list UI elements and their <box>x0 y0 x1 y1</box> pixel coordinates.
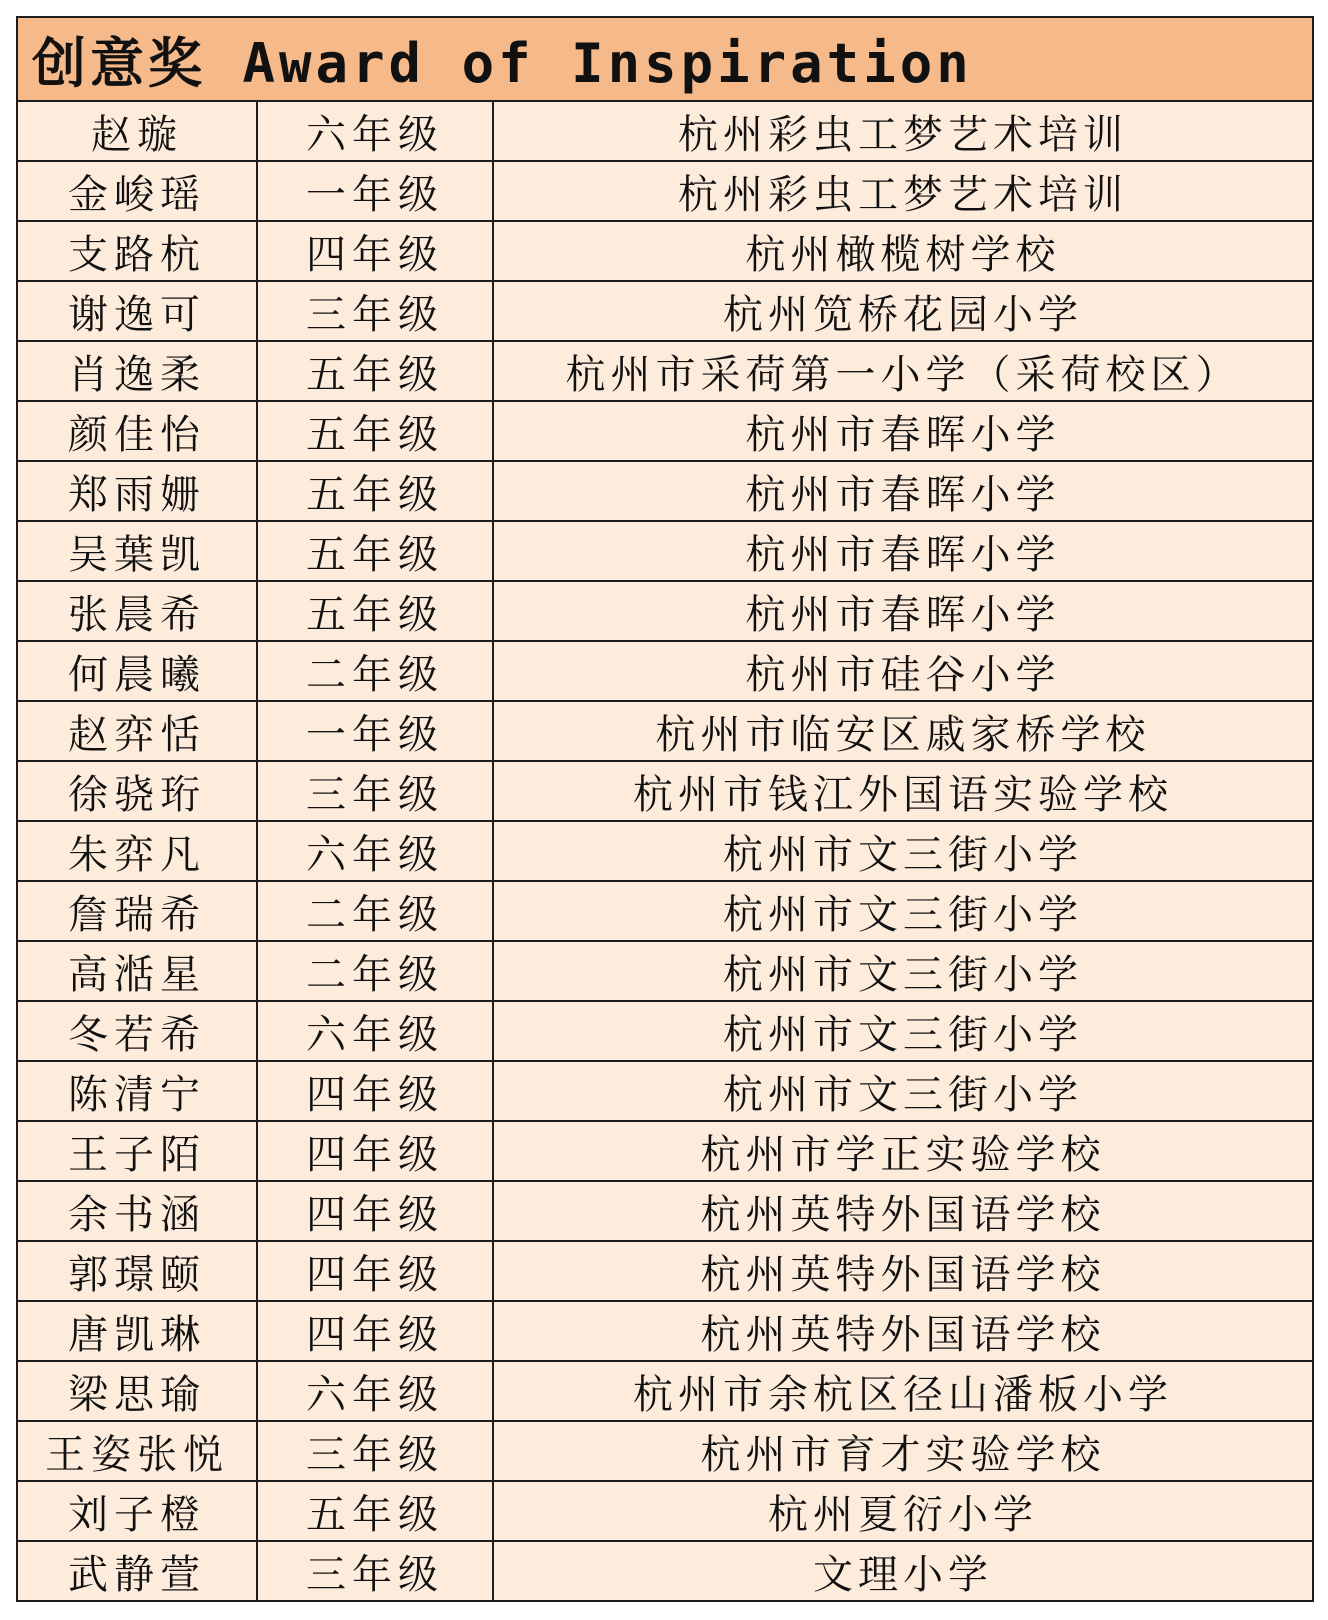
grade-cell: 四年级 <box>257 1301 493 1361</box>
school-cell: 杭州市春晖小学 <box>493 401 1313 461</box>
student-name: 颜佳怡 <box>17 401 257 461</box>
student-name: 金峻瑶 <box>17 161 257 221</box>
table-row <box>17 221 1313 281</box>
grade-cell: 六年级 <box>257 1361 493 1421</box>
grade-cell: 一年级 <box>257 701 493 761</box>
student-name: 吴葉凯 <box>17 521 257 581</box>
grade-cell: 四年级 <box>257 1241 493 1301</box>
student-name: 冬若希 <box>17 1001 257 1061</box>
grade-cell: 六年级 <box>257 821 493 881</box>
table-row <box>17 1301 1313 1361</box>
table-title: 创意奖 Award of Inspiration <box>17 17 1313 101</box>
school-cell: 杭州市采荷第一小学（采荷校区） <box>493 341 1313 401</box>
school-cell: 杭州彩虫工梦艺术培训 <box>493 161 1313 221</box>
student-name: 陈清宁 <box>17 1061 257 1121</box>
table-row <box>17 641 1313 701</box>
school-cell: 杭州市春晖小学 <box>493 461 1313 521</box>
school-cell: 杭州市钱江外国语实验学校 <box>493 761 1313 821</box>
grade-cell: 五年级 <box>257 581 493 641</box>
grade-cell: 五年级 <box>257 401 493 461</box>
school-cell: 杭州市春晖小学 <box>493 581 1313 641</box>
grade-cell: 四年级 <box>257 221 493 281</box>
school-cell: 杭州笕桥花园小学 <box>493 281 1313 341</box>
student-name: 朱弈凡 <box>17 821 257 881</box>
school-cell: 杭州夏衍小学 <box>493 1481 1313 1541</box>
school-cell: 杭州英特外国语学校 <box>493 1181 1313 1241</box>
student-name: 谢逸可 <box>17 281 257 341</box>
school-cell: 杭州英特外国语学校 <box>493 1241 1313 1301</box>
grade-cell: 六年级 <box>257 101 493 161</box>
grade-cell: 二年级 <box>257 941 493 1001</box>
table-row <box>17 881 1313 941</box>
grade-cell: 三年级 <box>257 281 493 341</box>
student-name: 郑雨姗 <box>17 461 257 521</box>
table-row <box>17 461 1313 521</box>
student-name: 支路杭 <box>17 221 257 281</box>
student-name: 王子陌 <box>17 1121 257 1181</box>
student-name: 张晨希 <box>17 581 257 641</box>
school-cell: 杭州市文三街小学 <box>493 941 1313 1001</box>
grade-cell: 二年级 <box>257 881 493 941</box>
table-row <box>17 1421 1313 1481</box>
grade-cell: 五年级 <box>257 1481 493 1541</box>
grade-cell: 一年级 <box>257 161 493 221</box>
student-name: 武静萱 <box>17 1541 257 1601</box>
table-row <box>17 1001 1313 1061</box>
student-name: 肖逸柔 <box>17 341 257 401</box>
grade-cell: 四年级 <box>257 1121 493 1181</box>
table-row <box>17 1181 1313 1241</box>
award-table <box>16 16 1314 1602</box>
grade-cell: 五年级 <box>257 461 493 521</box>
school-cell: 杭州市学正实验学校 <box>493 1121 1313 1181</box>
table-row <box>17 401 1313 461</box>
student-name: 郭璟颐 <box>17 1241 257 1301</box>
student-name: 高湉星 <box>17 941 257 1001</box>
school-cell: 文理小学 <box>493 1541 1313 1601</box>
table-row <box>17 1481 1313 1541</box>
table-row <box>17 281 1313 341</box>
student-name: 余书涵 <box>17 1181 257 1241</box>
grade-cell: 五年级 <box>257 341 493 401</box>
table-row <box>17 701 1313 761</box>
table-row <box>17 941 1313 1001</box>
student-name: 王姿张悦 <box>17 1421 257 1481</box>
table-row <box>17 1241 1313 1301</box>
table-row <box>17 521 1313 581</box>
student-name: 赵弈恬 <box>17 701 257 761</box>
school-cell: 杭州市春晖小学 <box>493 521 1313 581</box>
school-cell: 杭州彩虫工梦艺术培训 <box>493 101 1313 161</box>
grade-cell: 四年级 <box>257 1181 493 1241</box>
table-row <box>17 101 1313 161</box>
school-cell: 杭州英特外国语学校 <box>493 1301 1313 1361</box>
student-name: 徐骁珩 <box>17 761 257 821</box>
school-cell: 杭州市文三街小学 <box>493 1001 1313 1061</box>
grade-cell: 三年级 <box>257 1421 493 1481</box>
table-row <box>17 341 1313 401</box>
school-cell: 杭州市育才实验学校 <box>493 1421 1313 1481</box>
student-name: 唐凯琳 <box>17 1301 257 1361</box>
student-name: 何晨曦 <box>17 641 257 701</box>
grade-cell: 二年级 <box>257 641 493 701</box>
grade-cell: 四年级 <box>257 1061 493 1121</box>
grade-cell: 五年级 <box>257 521 493 581</box>
school-cell: 杭州市文三街小学 <box>493 1061 1313 1121</box>
table-row <box>17 1541 1313 1601</box>
table-row <box>17 581 1313 641</box>
school-cell: 杭州市余杭区径山潘板小学 <box>493 1361 1313 1421</box>
school-cell: 杭州橄榄树学校 <box>493 221 1313 281</box>
table-row <box>17 761 1313 821</box>
student-name: 梁思瑜 <box>17 1361 257 1421</box>
student-name: 赵璇 <box>17 101 257 161</box>
student-name: 刘子橙 <box>17 1481 257 1541</box>
student-name: 詹瑞希 <box>17 881 257 941</box>
school-cell: 杭州市硅谷小学 <box>493 641 1313 701</box>
table-row <box>17 821 1313 881</box>
grade-cell: 六年级 <box>257 1001 493 1061</box>
table-row <box>17 1361 1313 1421</box>
school-cell: 杭州市文三街小学 <box>493 881 1313 941</box>
grade-cell: 三年级 <box>257 1541 493 1601</box>
school-cell: 杭州市文三街小学 <box>493 821 1313 881</box>
table-row <box>17 1121 1313 1181</box>
table-row <box>17 161 1313 221</box>
table-row <box>17 1061 1313 1121</box>
grade-cell: 三年级 <box>257 761 493 821</box>
table-body <box>17 101 1313 1601</box>
title-row <box>17 17 1313 101</box>
school-cell: 杭州市临安区戚家桥学校 <box>493 701 1313 761</box>
